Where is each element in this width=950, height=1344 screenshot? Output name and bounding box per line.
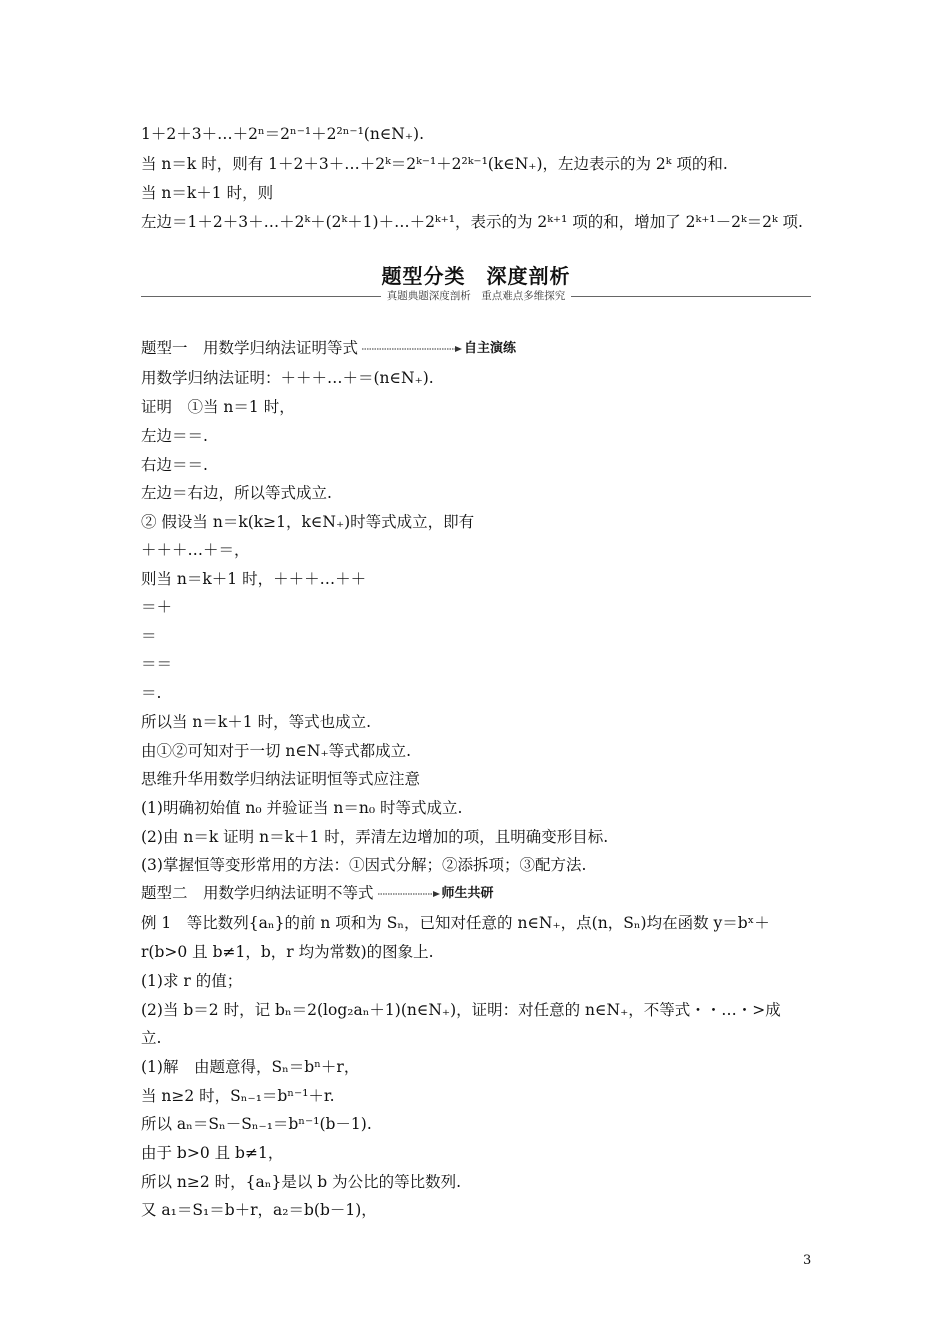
- page-number: 3: [803, 1253, 812, 1268]
- section1-line-14: 由①②可知对于一切 n∈N₊等式都成立.: [141, 742, 412, 760]
- section1-line-4: 右边＝＝.: [141, 456, 208, 474]
- section2-line-11: 又 a₁＝S₁＝b＋r，a₂＝b(b－1)，: [141, 1201, 377, 1219]
- section1-line-17: (2)由 n＝k 证明 n＝k＋1 时，弄清左边增加的项，且明确变形目标.: [141, 828, 609, 846]
- section1-line-7: ＋＋＋…＋＝，: [141, 541, 250, 559]
- section1-line-9: ＝＋: [141, 598, 173, 616]
- section2-line-4: (2)当 b＝2 时，记 bₙ＝2(log₂aₙ＋1)(n∈N₊)，证明：对任意的 n∈N₊，不等式・・…・>成: [141, 1001, 781, 1019]
- section2-line-10: 所以 n≥2 时，{aₙ}是以 b 为公比的等比数列.: [141, 1173, 462, 1191]
- section2-tag: 师生共研: [441, 886, 494, 901]
- intro-line-1: 1＋2＋3＋…＋2ⁿ＝2ⁿ⁻¹＋2²ⁿ⁻¹(n∈N₊).: [141, 125, 425, 143]
- section1-heading-text: 题型一 用数学归纳法证明等式: [141, 339, 359, 357]
- arrow-right-icon: [362, 345, 462, 353]
- section1-line-13: 所以当 n＝k＋1 时，等式也成立.: [141, 713, 372, 731]
- section2-line-6: (1)解 由题意得，Sₙ＝bⁿ＋r，: [141, 1058, 360, 1076]
- section1-line-10: ＝: [141, 627, 157, 645]
- section2-heading-text: 题型二 用数学归纳法证明不等式: [141, 884, 374, 902]
- section2-line-9: 由于 b>0 且 b≠1，: [141, 1144, 284, 1162]
- intro-line-2: 当 n＝k 时，则有 1＋2＋3＋…＋2ᵏ＝2ᵏ⁻¹＋2²ᵏ⁻¹(k∈N₊)，左边表示的为 2ᵏ 项的和.: [141, 155, 728, 173]
- section1-tag: 自主演练: [464, 341, 517, 356]
- section2-line-7: 当 n≥2 时，Sₙ₋₁＝bⁿ⁻¹＋r.: [141, 1087, 335, 1105]
- arrow-right-icon: [378, 890, 440, 898]
- section2-line-5: 立.: [141, 1029, 162, 1047]
- banner-title: 题型分类 深度剖析: [381, 264, 571, 288]
- section2-line-3: (1)求 r 的值；: [141, 972, 243, 990]
- section-banner: [141, 260, 811, 310]
- intro-line-3: 当 n＝k＋1 时，则: [141, 184, 274, 202]
- section1-line-5: 左边＝右边，所以等式成立.: [141, 484, 332, 502]
- section1-heading: [141, 338, 516, 359]
- section2-line-2: r(b>0 且 b≠1，b，r 均为常数)的图象上.: [141, 943, 434, 961]
- section1-line-3: 左边＝＝.: [141, 427, 208, 445]
- section1-line-18: (3)掌握恒等变形常用的方法：①因式分解；②添拆项；③配方法.: [141, 856, 587, 874]
- section1-line-1: 用数学归纳法证明：＋＋＋…＋＝(n∈N₊).: [141, 369, 434, 387]
- section1-line-8: 则当 n＝k＋1 时，＋＋＋…＋＋: [141, 570, 367, 588]
- section1-line-2: 证明 ①当 n＝1 时，: [141, 398, 295, 416]
- section2-heading: [141, 883, 494, 904]
- section1-line-15: 思维升华用数学归纳法证明恒等式应注意: [141, 770, 421, 788]
- section2-line-1: 例 1 等比数列{aₙ}的前 n 项和为 Sₙ，已知对任意的 n∈N₊，点(n，Sₙ)均在函数 y＝bˣ＋: [141, 914, 770, 932]
- section1-line-6: ② 假设当 n＝k(k≥1，k∈N₊)时等式成立，即有: [141, 513, 475, 531]
- section1-line-16: (1)明确初始值 n₀ 并验证当 n＝n₀ 时等式成立.: [141, 799, 463, 817]
- banner-subtitle-text: 真题典题深度剖析 重点难点多维探究: [381, 290, 572, 302]
- section1-line-12: ＝.: [141, 684, 162, 702]
- section2-line-8: 所以 aₙ＝Sₙ－Sₙ₋₁＝bⁿ⁻¹(b－1).: [141, 1115, 372, 1133]
- intro-line-4: 左边＝1＋2＋3＋…＋2ᵏ＋(2ᵏ＋1)＋…＋2ᵏ⁺¹，表示的为 2ᵏ⁺¹ 项的和，增加了 2ᵏ⁺¹－2ᵏ＝2ᵏ 项.: [141, 213, 803, 231]
- section1-line-11: ＝＝: [141, 655, 173, 673]
- banner-subtitle: [141, 288, 811, 303]
